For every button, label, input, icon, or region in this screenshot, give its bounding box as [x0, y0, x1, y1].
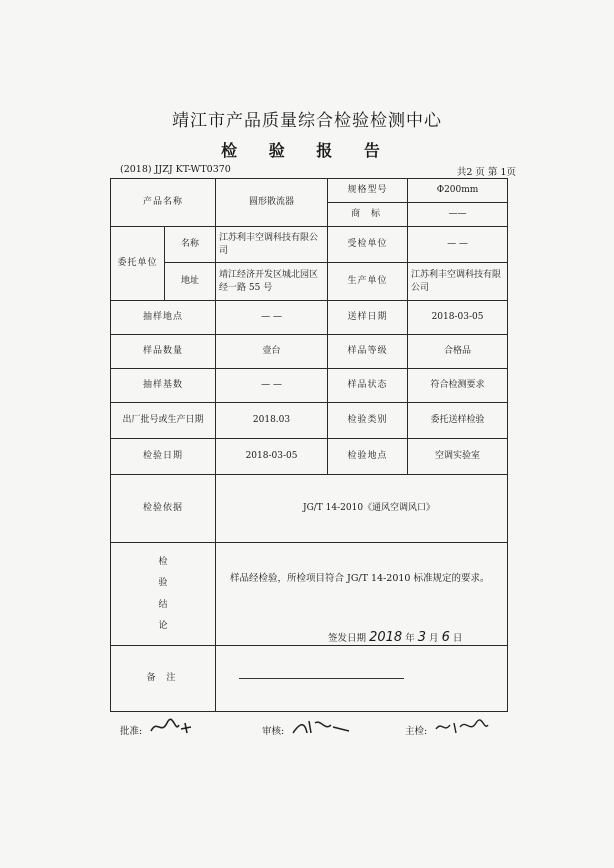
sample-grade-value: 合格品	[408, 335, 508, 369]
issue-date-label: 签发日期	[328, 633, 367, 644]
basis-value: JG/T 14-2010《通风空调风口》	[216, 475, 508, 543]
client-address-value: 靖江经济开发区城北园区经一路 55 号	[216, 263, 328, 301]
conclusion-label	[111, 543, 216, 646]
product-name-label: 产品名称	[111, 179, 216, 227]
sampling-site-value: — —	[216, 301, 328, 335]
issue-year-unit: 年	[405, 633, 415, 644]
sample-state-label: 样品状态	[328, 369, 408, 403]
chief-signature	[405, 717, 490, 737]
conclusion-cell	[216, 543, 508, 646]
inspected-unit-label: 受检单位	[328, 227, 408, 263]
manufacturer-value: 江苏利丰空调科技有限公司	[408, 263, 508, 301]
review-signature	[262, 717, 351, 737]
brand-label: 商 标	[328, 203, 408, 227]
client-name-label: 名称	[165, 227, 216, 263]
sample-quantity-label: 样品数量	[111, 335, 216, 369]
inspection-type-value: 委托送样检验	[408, 403, 508, 439]
inspection-date-value: 2018-03-05	[216, 439, 328, 475]
document-title: 检 验 报 告	[221, 141, 393, 160]
inspection-date-label: 检验日期	[111, 439, 216, 475]
remark-value	[216, 646, 508, 712]
issue-day: 6	[441, 630, 450, 645]
issue-day-unit: 日	[452, 633, 463, 644]
delivery-date-value: 2018-03-05	[408, 301, 508, 335]
sample-grade-label: 样品等级	[328, 335, 408, 369]
inspection-type-label: 检验类别	[328, 403, 408, 439]
issue-month-unit: 月	[429, 633, 439, 644]
approve-signature-mark	[149, 717, 193, 737]
client-name-value: 江苏利丰空调科技有限公司	[216, 227, 328, 263]
basis-label: 检验依据	[111, 475, 216, 543]
sampling-site-label: 抽样地点	[111, 301, 216, 335]
inspection-site-label: 检验地点	[328, 439, 408, 475]
batch-label: 出厂批号或生产日期	[111, 403, 216, 439]
issue-month: 3	[417, 630, 427, 645]
chief-label: 主检:	[405, 726, 428, 737]
review-label: 审核:	[262, 726, 285, 737]
approve-signature	[120, 717, 193, 737]
issue-date	[328, 629, 462, 647]
batch-value: 2018.03	[216, 403, 328, 439]
model-value: Φ200mm	[408, 179, 508, 203]
client-label: 委托单位	[111, 227, 165, 301]
conclusion-label-char: 检	[158, 557, 168, 568]
remark-label: 备 注	[111, 646, 216, 712]
delivery-date-label: 送样日期	[328, 301, 408, 335]
model-label: 规格型号	[328, 179, 408, 203]
inspected-unit-value: — —	[408, 227, 508, 263]
conclusion-text: 样品经检验，所检项目符合 JG/T 14-2010 标准规定的要求。	[230, 573, 490, 584]
conclusion-label-char: 验	[158, 578, 168, 589]
client-address-label: 地址	[165, 263, 216, 301]
organization-name: 靖江市产品质量综合检验检测中心	[172, 111, 442, 131]
brand-value: ——	[408, 203, 508, 227]
page-info: 共2 页 第 1页	[456, 167, 516, 178]
chief-signature-mark	[434, 717, 490, 737]
review-signature-mark	[291, 717, 351, 737]
conclusion-label-char: 结	[158, 599, 168, 610]
sample-quantity-value: 壹台	[216, 335, 328, 369]
sampling-base-value: — —	[216, 369, 328, 403]
product-name-value: 圆形散流器	[216, 179, 328, 227]
sampling-base-label: 抽样基数	[111, 369, 216, 403]
inspection-report-table	[110, 178, 508, 712]
conclusion-label-char: 论	[158, 620, 168, 631]
issue-year: 2018	[369, 630, 403, 645]
manufacturer-label: 生产单位	[328, 263, 408, 301]
sample-state-value: 符合检测要求	[408, 369, 508, 403]
approve-label: 批准:	[120, 726, 143, 737]
remark-line	[239, 677, 404, 679]
report-number: (2018) JJZJ KT-WT0370	[120, 164, 231, 175]
inspection-site-value: 空调实验室	[408, 439, 508, 475]
